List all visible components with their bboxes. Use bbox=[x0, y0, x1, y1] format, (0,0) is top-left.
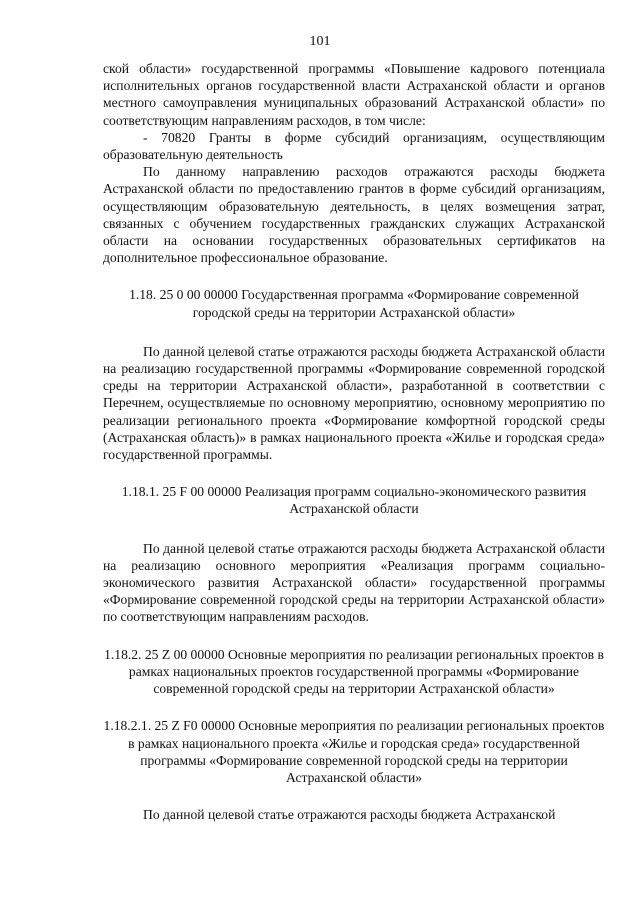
section-1-18-2-1-body: По данной целевой статье отражаются расходы бюджета Астраханской bbox=[143, 807, 556, 823]
grant-list-item: - 70820 Гранты в форме субсидий организациям, осуществляющим образовательную деятельность bbox=[103, 129, 605, 163]
section-1-18-2-1-heading: 1.18.2.1. 25 Z F0 00000 Основные мероприятия по реализации региональных проектов в рамках национального проекта «Жилье и городская среда» государственной программы «Формирование современной городской среды на территории Астраханской области» bbox=[103, 718, 605, 785]
section-1-18-heading: 1.18. 25 0 00 00000 Государственная программа «Формирование современной городской среды на территории Астраханской области» bbox=[129, 287, 579, 320]
section-1-18-1-heading: 1.18.1. 25 F 00 00000 Реализация программ социально-экономического развития Астраханской области bbox=[121, 484, 587, 517]
page-number: 101 bbox=[309, 34, 331, 49]
section-1-18-2-heading: 1.18.2. 25 Z 00 00000 Основные мероприятия по реализации региональных проектов в рамках национальных проектов государственной программы «Формирование современной городской среды на территории Астраханской области» bbox=[104, 646, 604, 697]
grant-paragraph: По данному направлению расходов отражаются расходы бюджета Астраханской области по предоставлению грантов в форме субсидий организациям, осуществляющим образовательную деятельность, в целях возмещения затрат, связанных с обучением государственных гражданских служащих Астраханской области на основании государственных образовательных сертификатов на дополнительное профессиональное образование. bbox=[103, 164, 605, 266]
intro-paragraph: ской области» государственной программы «Повышение кадрового потенциала исполнительных органов государственной власти Астраханской области и органов местного самоуправления муниципальных образований Астраханской области» по соответствующим направлениям расходов, в том числе: bbox=[103, 61, 605, 128]
section-1-18-1-body: По данной целевой статье отражаются расходы бюджета Астраханской области на реализацию основного мероприятия «Реализация программ социально-экономического развития Астраханской области» государственной программы «Формирование современной городской среды на территории Астраханской области» по соответствующим направлениям расходов. bbox=[103, 540, 605, 625]
page-content bbox=[103, 60, 605, 823]
section-1-18-body: По данной целевой статье отражаются расходы бюджета Астраханской области на реализацию государственной программы «Формирование современной городской среды на территории Астраханской области», разработанной в соответствии с Перечнем, осуществляемые по основному мероприятию, основному мероприятию по реализации регионального проекта «Формирование комфортной городской среды (Астраханская область)» в рамках национального проекта «Жилье и городская среда» государственной программы. bbox=[103, 343, 605, 463]
